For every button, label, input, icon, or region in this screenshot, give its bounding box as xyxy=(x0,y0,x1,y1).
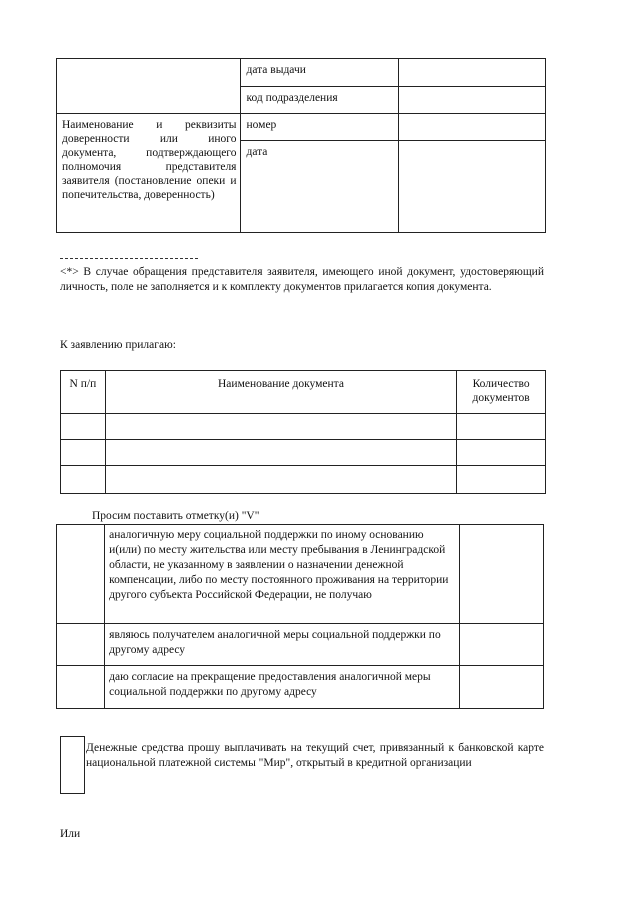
mark-row xyxy=(57,525,544,624)
bank-card-statement: Денежные средства прошу выплачивать на текущий счет, привязанный к банковской карте национальной платежной системы "Мир", открытый в кредитной организации xyxy=(86,742,544,769)
mark-statement-3: даю согласие на прекращение предоставления аналогичной меры социальной поддержки по другому адресу xyxy=(105,666,460,709)
row-document-cell[interactable] xyxy=(105,466,456,494)
issue-date-field[interactable] xyxy=(398,59,545,87)
subdivision-code-field[interactable] xyxy=(398,87,545,114)
marks-table xyxy=(56,524,544,709)
row-quantity-cell[interactable] xyxy=(457,414,546,440)
row-quantity-cell[interactable] xyxy=(457,466,546,494)
table-header-row xyxy=(61,371,546,414)
mark-checkbox-2[interactable] xyxy=(57,624,105,666)
subdivision-code-label: код подразделения xyxy=(241,87,398,114)
mark-checkbox-1[interactable] xyxy=(57,525,105,624)
blank-label-cell xyxy=(57,59,241,114)
mark-row xyxy=(57,666,544,709)
row-document-cell[interactable] xyxy=(105,440,456,466)
row-number-cell[interactable] xyxy=(61,466,106,494)
row-number-cell[interactable] xyxy=(61,414,106,440)
attachments-table xyxy=(60,370,546,494)
marks-title: Просим поставить отметку(и) "V" xyxy=(92,510,260,522)
power-of-attorney-label: Наименование и реквизиты доверенности или иного документа, подтверждающего полномочия представителя заявителя (постановление опеки и попечительства, доверенность) xyxy=(57,114,241,233)
attachments-title: К заявлению прилагаю: xyxy=(60,339,176,351)
poa-number-label: номер xyxy=(241,114,398,141)
applicant-details-table xyxy=(56,58,546,233)
mark-extra-cell-1[interactable] xyxy=(460,525,544,624)
row-document-cell[interactable] xyxy=(105,414,456,440)
poa-date-field[interactable] xyxy=(398,141,545,233)
or-label: Или xyxy=(60,828,81,840)
bank-card-checkbox[interactable] xyxy=(60,736,85,794)
mark-statement-1: аналогичную меру социальной поддержки по иному основанию и(или) по месту жительства или месту пребывания в Ленинградской области, не указанному в заявлении о назначении денежной компенсации, либо по месту постоянного проживания на территории другого субъекта Российской Федерации, не получаю xyxy=(105,525,460,624)
mark-statement-2: являюсь получателем аналогичной меры социальной поддержки по другому адресу xyxy=(105,624,460,666)
table-row xyxy=(61,414,546,440)
poa-date-label: дата xyxy=(241,141,398,233)
col-number-header: N п/п xyxy=(61,371,106,414)
row-number-cell[interactable] xyxy=(61,440,106,466)
footnote-text: <*> В случае обращения представителя заявителя, имеющего иной документ, удостоверяющий личность, поле не заполняется и к комплекту документов прилагается копия документа. xyxy=(60,266,544,293)
mark-checkbox-3[interactable] xyxy=(57,666,105,709)
col-quantity-header: Количество документов xyxy=(457,371,546,414)
issue-date-label: дата выдачи xyxy=(241,59,398,87)
poa-number-field[interactable] xyxy=(398,114,545,141)
col-document-header: Наименование документа xyxy=(105,371,456,414)
footnote-divider xyxy=(60,258,198,259)
mark-extra-cell-2[interactable] xyxy=(460,624,544,666)
table-row xyxy=(61,440,546,466)
mark-extra-cell-3[interactable] xyxy=(460,666,544,709)
row-quantity-cell[interactable] xyxy=(457,440,546,466)
table-row xyxy=(61,466,546,494)
mark-row xyxy=(57,624,544,666)
